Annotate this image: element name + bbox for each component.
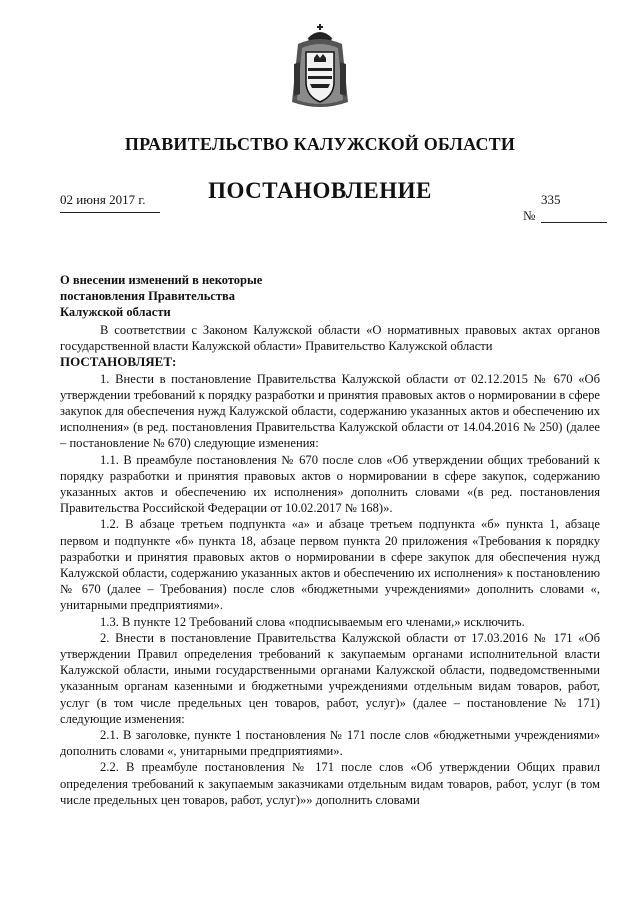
body-paragraph: 2. Внести в постановление Правительства Калужской области от 17.03.2016 № 171 «Об утверждении Правил определения требований к закупаемым органами исполнительной власти Калужской области, иными государственными органами Калужской области, подведомственными указанным органам казенными и бюджетными учреждениями отдельным видам товаров, работ, услуг (в том числе предельных цен товаров, работ, услуг)» (далее – постановление № 171) следующие изменения: (60, 630, 600, 726)
document-number: 335 (541, 192, 561, 207)
coat-of-arms-emblem (288, 24, 352, 112)
document-subject: О внесении изменений в некоторые постановления Правительства Калужской области (60, 273, 263, 319)
postanovlyaet-heading: ПОСТАНОВЛЯЕТ: (60, 354, 177, 370)
body-paragraph: 1.2. В абзаце третьем подпункта «а» и абзаце третьем подпункта «б» пункта 1, абзаце первом и подпункте «б» пункта 18, абзаце первом пункта 20 приложения «Требования к порядку разработки и принятия правовых актов о нормировании в сфере закупок для обеспечения нужд Калужской области, содержанию указанных актов и обеспечению их исполнения» к постановлению № 670 (далее – Требования) после слов «бюджетными учреждениями» дополнить словами «, унитарными предприятиями». (60, 517, 600, 613)
postanovlyaet-line (60, 354, 600, 370)
body-paragraph: 2.2. В преамбуле постановления № 171 после слов «Об утверждении Общих правил определения требований к закупаемым заказчиками отдельным видам товаров, работ, услуг (в том числе предельных цен товаров, работ, услуг)»» дополнить словами (60, 760, 600, 807)
body-paragraph: 1.3. В пункте 12 Требований слова «подписываемым его членами,» исключить. (100, 614, 525, 629)
document-title: ПОСТАНОВЛЕНИЕ (208, 178, 432, 203)
date-underline (60, 212, 160, 213)
body-paragraph: 1. Внести в постановление Правительства Калужской области от 02.12.2015 № 670 «Об утверждении требований к порядку разработки и принятия правовых актов о нормировании в сфере закупок для обеспечения нужд Калужской области, содержанию указанных актов и обеспечению их исполнения» (в ред. постановления Правительства Калужской области от 14.04.2016 № 250) (далее – постановление № 670) следующие изменения: (60, 371, 600, 451)
body-paragraph: 1.1. В преамбуле постановления № 670 после слов «Об утверждении общих требований к порядку разработки и принятия правовых актов о нормировании в сфере закупок, содержанию указанных актов и обеспечению их исполнения» дополнить словами «(в ред. постановления Правительства Российской Федерации от 10.02.2017 № 168)». (60, 452, 600, 516)
intro-paragraph (60, 322, 600, 354)
document-body (60, 322, 600, 808)
body-paragraph: 2.1. В заголовке, пункте 1 постановления № 171 после слов «бюджетными учреждениями» дополнить словами «, унитарными предприятиями». (60, 728, 600, 759)
document-date: 02 июня 2017 г. (60, 192, 146, 207)
intro-text: В соответствии с Законом Калужской области «О нормативных правовых актах органов государственной власти Калужской области» Правительство Калужской области (60, 323, 600, 354)
number-underline (541, 222, 607, 223)
number-sign: № (523, 208, 536, 223)
government-name: ПРАВИТЕЛЬСТВО КАЛУЖСКОЙ ОБЛАСТИ (124, 134, 516, 154)
